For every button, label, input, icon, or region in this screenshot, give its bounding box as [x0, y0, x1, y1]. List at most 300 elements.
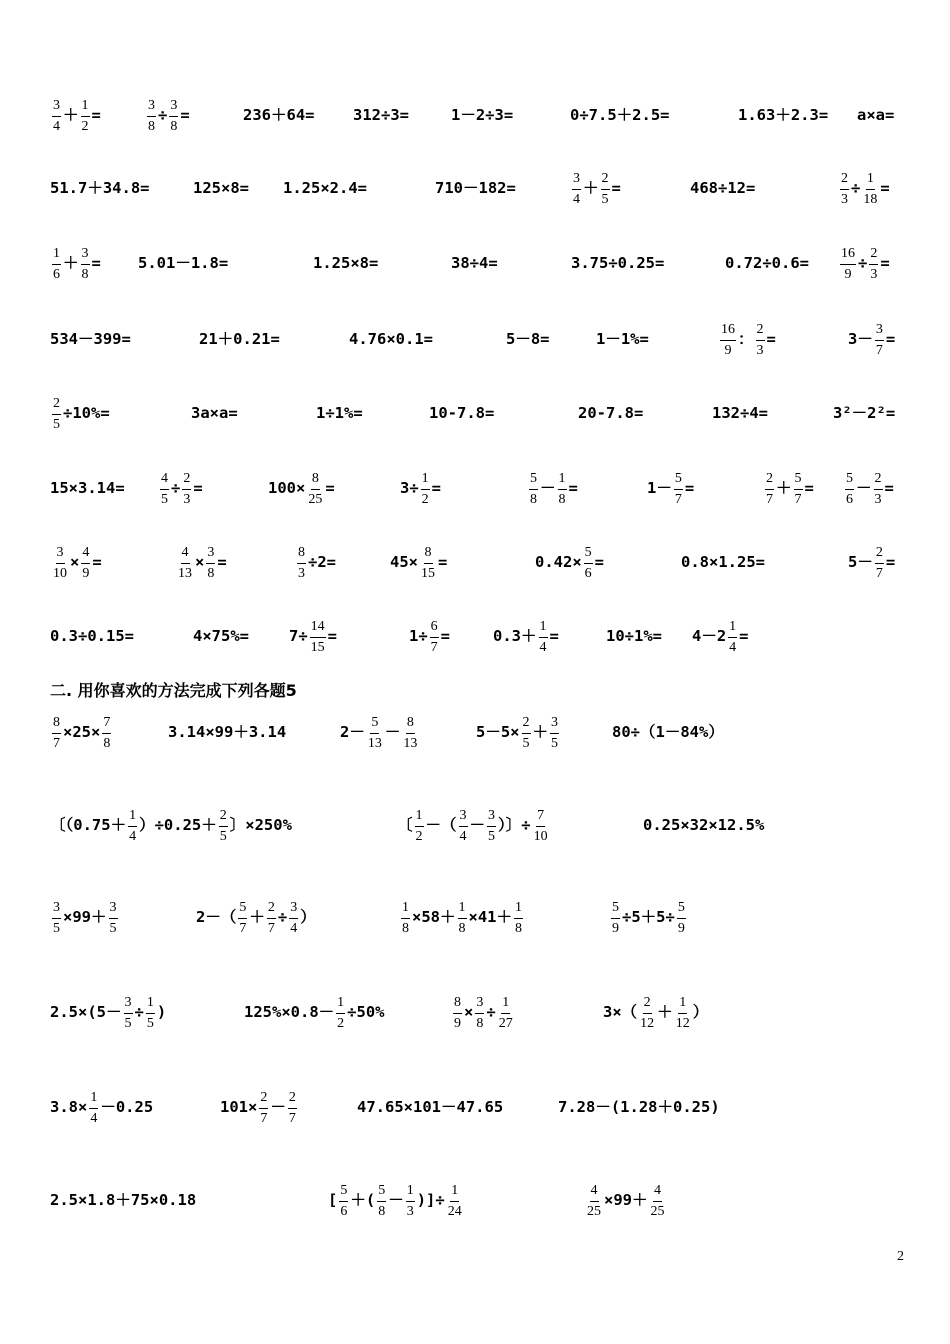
fraction-denominator: 7 — [674, 491, 682, 507]
fraction — [259, 1091, 268, 1126]
math-problem — [399, 888, 525, 948]
expression-text: 〕×250% — [229, 816, 292, 835]
math-problem — [50, 86, 101, 146]
fraction-denominator: 5 — [488, 828, 496, 844]
expression-text: ÷10%= — [63, 404, 110, 423]
fraction-numerator: 16 — [720, 323, 736, 341]
fraction — [677, 901, 686, 936]
math-problem — [578, 384, 643, 444]
expression-text: = — [880, 179, 890, 198]
fraction-numerator: 2 — [869, 247, 878, 265]
math-problem — [295, 533, 336, 593]
math-problem — [681, 533, 765, 593]
expression-text: = — [739, 627, 749, 646]
fraction-numerator: 3 — [124, 996, 133, 1014]
fraction-denominator: 5 — [161, 491, 168, 507]
expression-text: = — [568, 479, 578, 498]
fraction-denominator: 8 — [148, 118, 155, 134]
fraction-numerator: 1 — [81, 99, 90, 117]
expression-text: 3.8× — [50, 1098, 88, 1117]
fraction-numerator: 1 — [406, 1184, 415, 1202]
math-problem — [725, 234, 809, 294]
fraction-denominator: 7 — [288, 1110, 296, 1126]
fraction-denominator: 10 — [533, 828, 548, 844]
math-problem — [612, 703, 724, 763]
expression-text: = — [217, 553, 227, 572]
expression-text: 0.3＋ — [493, 627, 537, 646]
fraction-numerator: 1 — [458, 901, 467, 919]
fraction-denominator: 3 — [870, 266, 878, 282]
expression-text: ÷ — [134, 1003, 144, 1022]
expression-text: 0.72÷0.6= — [725, 254, 809, 273]
fraction-denominator: 7 — [875, 342, 883, 358]
math-problem — [244, 983, 384, 1043]
math-problem — [527, 459, 578, 519]
fraction-numerator: 1 — [514, 901, 523, 919]
fraction-numerator: 4 — [181, 546, 190, 564]
problem-row — [0, 888, 950, 948]
fraction-numerator: 2 — [219, 809, 228, 827]
math-problem — [451, 983, 516, 1043]
fraction-numerator: 5 — [370, 716, 379, 734]
fraction-denominator: 4 — [573, 191, 580, 207]
expression-text: ）÷0.25＋ — [139, 816, 217, 835]
expression-text: ＋( — [350, 1191, 376, 1210]
fraction — [52, 901, 61, 936]
problem-row — [0, 234, 950, 294]
fraction — [310, 620, 326, 655]
expression-text: ＋ — [776, 479, 792, 498]
fraction-denominator: 8 — [515, 920, 522, 936]
fraction-numerator: 1 — [421, 472, 430, 490]
math-problem — [596, 310, 649, 370]
expression-text: 1－ — [647, 479, 672, 498]
fraction-numerator: 2 — [756, 323, 765, 341]
expression-text: = — [885, 553, 896, 572]
fraction-denominator: 8 — [207, 565, 215, 581]
expression-text: ＋ — [583, 179, 599, 198]
math-problem — [50, 533, 102, 593]
fraction-denominator: 8 — [402, 920, 409, 936]
fraction-denominator: 5 — [219, 828, 227, 844]
fraction — [447, 1184, 463, 1219]
expression-text: － — [388, 1191, 404, 1210]
expression-text: 10÷1%= — [606, 627, 662, 646]
expression-text: 5.01－1.8= — [138, 254, 229, 273]
expression-text: 〔（0.75＋ — [50, 816, 127, 835]
problem-row — [0, 384, 950, 444]
math-problem — [643, 796, 764, 856]
fraction-denominator: 5 — [53, 920, 60, 936]
fraction-numerator: 3 — [289, 901, 298, 919]
fraction-numerator: 3 — [52, 99, 61, 117]
fraction-numerator: 1 — [866, 172, 875, 190]
expression-text: － — [856, 479, 872, 498]
fraction-numerator: 1 — [450, 1184, 459, 1202]
expression-text: －（ — [425, 816, 457, 835]
fraction-denominator: 2 — [421, 491, 429, 507]
math-problem — [451, 86, 513, 146]
math-problem — [712, 384, 768, 444]
expression-text: a×a= — [857, 106, 895, 125]
fraction-denominator: 3 — [841, 191, 848, 207]
math-problem — [353, 86, 409, 146]
math-problem — [50, 796, 292, 856]
math-problem — [50, 234, 101, 294]
fraction-numerator: 4 — [160, 472, 169, 490]
fraction — [147, 99, 156, 134]
fraction-denominator: 7 — [53, 735, 60, 751]
expression-text: 80÷（1－84%） — [612, 723, 724, 742]
fraction — [514, 901, 523, 936]
math-problem — [690, 159, 755, 219]
expression-text: 3.14×99＋3.14 — [168, 723, 287, 742]
fraction-denominator: 5 — [551, 735, 559, 751]
fraction-denominator: 9 — [844, 266, 852, 282]
fraction-numerator: 1 — [558, 472, 567, 490]
fraction-numerator: 4 — [590, 1184, 599, 1202]
fraction-numerator: 1 — [128, 809, 137, 827]
fraction-numerator: 3 — [572, 172, 581, 190]
fraction-denominator: 25 — [587, 1203, 601, 1219]
fraction-denominator: 8 — [458, 920, 466, 936]
fraction — [487, 809, 496, 844]
fraction-denominator: 8 — [476, 1015, 484, 1031]
fraction-denominator: 3 — [406, 1203, 414, 1219]
fraction-numerator: 2 — [52, 397, 61, 415]
expression-text: ×41＋ — [468, 908, 512, 927]
fraction-denominator: 9 — [454, 1015, 461, 1031]
fraction-denominator: 3 — [874, 491, 882, 507]
math-problem — [50, 1171, 196, 1231]
fraction-numerator: 8 — [406, 716, 415, 734]
fraction — [52, 397, 61, 432]
math-problem — [390, 533, 447, 593]
expression-text: [ — [328, 1191, 338, 1210]
expression-text: 7.28－(1.28＋0.25) — [558, 1098, 720, 1117]
fraction — [177, 546, 193, 581]
expression-text: = — [549, 627, 559, 646]
expression-text: －0.25 — [100, 1098, 154, 1117]
problem-row — [0, 703, 950, 763]
expression-text: － — [270, 1098, 286, 1117]
math-problem — [571, 234, 664, 294]
math-problem — [50, 1078, 153, 1138]
fraction — [875, 546, 884, 581]
fraction — [102, 716, 111, 751]
fraction-numerator: 2 — [288, 1091, 297, 1109]
fraction — [539, 620, 548, 655]
fraction-numerator: 3 — [81, 247, 90, 265]
expression-text: = — [193, 479, 203, 498]
fraction-denominator: 4 — [459, 828, 467, 844]
fraction-denominator: 8 — [530, 491, 537, 507]
fraction-numerator: 5 — [845, 472, 854, 490]
math-problem — [50, 703, 113, 763]
expression-text: 21＋0.21= — [199, 330, 280, 349]
fraction-denominator: 13 — [178, 565, 192, 581]
math-problem — [313, 234, 378, 294]
fraction-numerator: 7 — [536, 809, 545, 827]
fraction-denominator: 2 — [81, 118, 89, 134]
expression-text: 132÷4= — [712, 404, 768, 423]
expression-text: ×25× — [63, 723, 101, 742]
fraction-denominator: 4 — [729, 639, 737, 655]
fraction-denominator: 12 — [640, 1015, 655, 1031]
fraction — [219, 809, 228, 844]
math-problem — [268, 459, 335, 519]
fraction — [339, 1184, 348, 1219]
fraction — [124, 996, 133, 1031]
expression-text: ÷ — [851, 179, 861, 198]
expression-text: 0÷7.5＋2.5= — [570, 106, 670, 125]
fraction — [675, 996, 691, 1031]
fraction-numerator: 2 — [259, 1091, 268, 1109]
fraction — [81, 546, 90, 581]
expression-text: 710－182= — [435, 179, 516, 198]
math-problem — [584, 1171, 668, 1231]
fraction-denominator: 5 — [601, 191, 609, 207]
math-problem — [193, 607, 249, 667]
math-problem — [692, 607, 749, 667]
expression-text: ） — [300, 908, 316, 927]
fraction-denominator: 7 — [260, 1110, 268, 1126]
fraction-denominator: 8 — [558, 491, 566, 507]
math-problem — [409, 607, 450, 667]
expression-text: － — [540, 479, 556, 498]
fraction-denominator: 15 — [310, 639, 325, 655]
math-problem — [429, 384, 494, 444]
fraction-numerator: 6 — [430, 620, 439, 638]
math-problem — [50, 607, 134, 667]
expression-text: ÷ — [277, 908, 288, 927]
expression-text: = — [611, 179, 621, 198]
fraction-numerator: 2 — [182, 472, 191, 490]
expression-text: 2.5×(5－ — [50, 1003, 122, 1022]
expression-text: 125×8= — [193, 179, 249, 198]
expression-text: 2－（ — [196, 908, 237, 927]
fraction — [650, 1184, 666, 1219]
fraction-denominator: 9 — [724, 342, 732, 358]
expression-text: 0.25×32×12.5% — [643, 816, 765, 835]
fraction-denominator: 18 — [863, 191, 878, 207]
expression-text: = — [327, 627, 338, 646]
fraction-numerator: 1 — [401, 901, 410, 919]
fraction — [421, 472, 430, 507]
fraction — [794, 472, 803, 507]
fraction-numerator: 1 — [336, 996, 345, 1014]
fraction-denominator: 12 — [675, 1015, 690, 1031]
fraction-denominator: 8 — [378, 1203, 386, 1219]
fraction-numerator: 5 — [794, 472, 803, 490]
expression-text: 312÷3= — [353, 106, 409, 125]
expression-text: ＋ — [532, 723, 549, 742]
expression-text: 4－2 — [692, 627, 727, 646]
expression-text: × — [70, 553, 80, 572]
fraction-numerator: 1 — [501, 996, 510, 1014]
fraction — [336, 996, 345, 1031]
expression-text: 1－1%= — [596, 330, 649, 349]
fraction-denominator: 4 — [539, 639, 547, 655]
fraction-numerator: 1 — [539, 620, 548, 638]
fraction — [288, 1091, 297, 1126]
problem-row — [0, 607, 950, 667]
fraction-denominator: 8 — [81, 266, 89, 282]
problem-row — [0, 796, 950, 856]
fraction — [611, 901, 620, 936]
fraction-denominator: 13 — [403, 735, 418, 751]
fraction — [875, 323, 884, 358]
fraction-numerator: 2 — [765, 472, 774, 490]
fraction-numerator: 3 — [56, 546, 65, 564]
expression-text: ＋ — [657, 1003, 673, 1022]
math-problem — [158, 459, 203, 519]
fraction-denominator: 8 — [170, 118, 178, 134]
fraction-denominator: 4 — [129, 828, 137, 844]
fraction-numerator: 5 — [677, 901, 686, 919]
math-problem — [451, 234, 498, 294]
math-problem — [506, 310, 550, 370]
expression-text: － — [384, 723, 401, 742]
expression-text: 3－ — [848, 330, 873, 349]
expression-text: ÷ — [858, 254, 868, 273]
fraction-numerator: 1 — [678, 996, 687, 1014]
math-problem — [606, 607, 662, 667]
math-problem — [647, 459, 694, 519]
fraction — [52, 546, 68, 581]
math-problem — [220, 1078, 299, 1138]
fraction-denominator: 4 — [90, 1110, 98, 1126]
fraction — [406, 1184, 415, 1219]
fraction-numerator: 5 — [529, 472, 538, 490]
math-problem — [328, 1171, 465, 1231]
fraction — [728, 620, 737, 655]
fraction-denominator: 7 — [267, 920, 275, 936]
fraction — [401, 901, 410, 936]
fraction-numerator: 8 — [52, 716, 61, 734]
math-problem — [199, 310, 280, 370]
expression-text: × — [464, 1003, 474, 1022]
fraction — [182, 472, 191, 507]
fraction — [840, 247, 856, 282]
expression-text: = — [91, 254, 101, 273]
math-problem — [289, 607, 337, 667]
expression-text: 0.3÷0.15= — [50, 627, 134, 646]
math-problem — [718, 310, 776, 370]
fraction-numerator: 3 — [487, 809, 496, 827]
fraction-denominator: 4 — [290, 920, 298, 936]
fraction — [529, 472, 538, 507]
math-problem — [191, 384, 238, 444]
fraction — [169, 99, 178, 134]
expression-text: = — [91, 106, 101, 125]
fraction — [160, 472, 169, 507]
math-problem — [435, 159, 516, 219]
fraction — [377, 1184, 386, 1219]
fraction — [289, 901, 298, 936]
math-problem — [50, 310, 131, 370]
expression-text: ＋ — [63, 106, 79, 125]
fraction-denominator: 2 — [337, 1015, 345, 1031]
math-problem — [609, 888, 688, 948]
fraction — [550, 716, 559, 751]
fraction-numerator: 1 — [728, 620, 737, 638]
math-problem — [535, 533, 604, 593]
fraction — [206, 546, 215, 581]
expression-text: = — [440, 627, 451, 646]
fraction — [601, 172, 610, 207]
math-problem — [349, 310, 433, 370]
problem-row — [0, 310, 950, 370]
fraction-denominator: 5 — [109, 920, 117, 936]
expression-text: ＋ — [63, 254, 79, 273]
math-problem — [196, 888, 316, 948]
expression-text: ÷ — [158, 106, 168, 125]
expression-text: 1－2÷3= — [451, 106, 514, 125]
math-problem — [243, 86, 315, 146]
fraction-denominator: 9 — [677, 920, 685, 936]
fraction — [459, 809, 468, 844]
expression-text: ×58＋ — [412, 908, 456, 927]
expression-text: ＋ — [249, 908, 265, 927]
expression-text: × — [195, 553, 205, 572]
fraction — [307, 472, 323, 507]
math-problem — [397, 796, 551, 856]
fraction-denominator: 25 — [308, 491, 323, 507]
math-problem — [843, 459, 894, 519]
expression-text: 125%×0.8－ — [244, 1003, 335, 1022]
page-number: 2 — [897, 1249, 904, 1264]
fraction — [238, 901, 247, 936]
expression-text: )]÷ — [416, 1191, 445, 1210]
math-problem — [145, 86, 190, 146]
fraction-numerator: 5 — [377, 1184, 386, 1202]
expression-text: ×99＋ — [63, 908, 107, 927]
math-problem — [848, 310, 895, 370]
math-problem — [570, 86, 670, 146]
fraction-numerator: 8 — [297, 546, 306, 564]
math-problem — [476, 703, 561, 763]
fraction — [572, 172, 581, 207]
math-problem — [283, 159, 367, 219]
expression-text: = — [885, 330, 896, 349]
fraction-numerator: 2 — [840, 172, 849, 190]
fraction — [558, 472, 567, 507]
fraction-numerator: 7 — [102, 716, 111, 734]
expression-text: 3a×a= — [191, 404, 238, 423]
fraction — [89, 1091, 98, 1126]
fraction-denominator: 6 — [53, 266, 60, 282]
fraction-numerator: 2 — [601, 172, 610, 190]
fraction-numerator: 2 — [267, 901, 276, 919]
expression-text: 5－5× — [476, 723, 520, 742]
math-problem — [603, 983, 708, 1043]
fraction — [81, 247, 90, 282]
expression-text: 0.42× — [535, 553, 582, 572]
fraction-denominator: 5 — [522, 735, 530, 751]
expression-text: = — [880, 254, 890, 273]
expression-text: = — [438, 553, 448, 572]
fraction-numerator: 3 — [875, 323, 884, 341]
fraction — [874, 472, 883, 507]
expression-text: 101× — [220, 1098, 258, 1117]
fraction — [584, 546, 593, 581]
math-problem — [570, 159, 621, 219]
math-problem — [838, 234, 890, 294]
fraction-numerator: 3 — [459, 809, 468, 827]
math-problem — [193, 159, 249, 219]
expression-text: ）〕÷ — [498, 816, 531, 835]
